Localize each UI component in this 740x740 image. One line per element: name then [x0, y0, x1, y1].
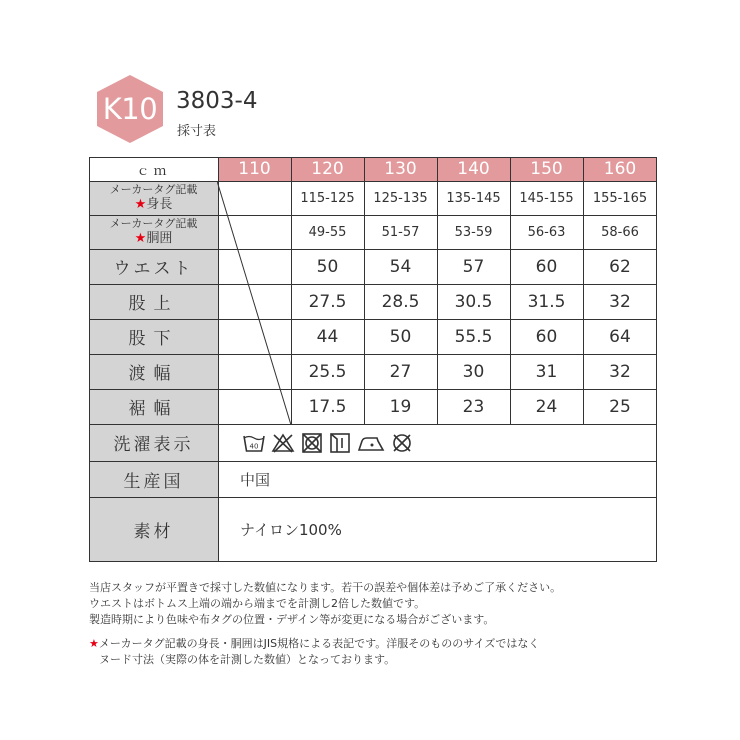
- care-label: 洗濯表示: [89, 424, 218, 461]
- value-cell: 54: [389, 256, 412, 277]
- row-divider: [89, 424, 657, 425]
- row-name: 胴囲: [146, 230, 173, 246]
- iron-low-icon: [357, 433, 385, 453]
- material-label: 素材: [89, 497, 218, 562]
- value-cell: 32: [609, 291, 631, 312]
- value-cell: 60: [535, 326, 558, 347]
- size-header-140: 140: [437, 157, 510, 181]
- girth-label: [89, 215, 218, 249]
- table-row: [89, 461, 657, 497]
- value-cell: 30: [462, 361, 485, 382]
- value-cell: 135-145: [446, 190, 501, 206]
- height-label: [89, 181, 218, 215]
- value-cell: 31: [535, 361, 558, 382]
- unit-header: ｃｍ: [89, 157, 218, 181]
- row-divider: [89, 354, 657, 355]
- note-line: ウエストはボトムス上端の端から端までを計測し2倍した数値です。: [89, 597, 426, 610]
- table-row: [89, 249, 657, 284]
- table-row: [89, 389, 657, 424]
- star-icon: ★: [89, 637, 99, 650]
- table-border-top: [89, 157, 657, 158]
- value-cell: 56-63: [527, 224, 566, 240]
- row-divider: [89, 215, 657, 216]
- value-cell: 53-59: [454, 224, 493, 240]
- table-border-bottom: [89, 561, 657, 562]
- note-line: 当店スタッフが平置きで採寸した数値になります。若干の誤差や個体差は予めご了承ください。: [89, 581, 562, 594]
- size-header-150: 150: [510, 157, 583, 181]
- column-divider: [437, 157, 438, 424]
- table-row: [89, 424, 657, 461]
- row-divider: [89, 389, 657, 390]
- table-row: [89, 284, 657, 319]
- table-border-right: [656, 157, 657, 562]
- value-cell: 64: [609, 326, 631, 347]
- waist-label: ウエスト: [89, 249, 218, 284]
- row-divider: [89, 181, 657, 182]
- value-cell: 25.5: [308, 361, 347, 382]
- column-divider: [291, 157, 292, 424]
- table-row: [89, 354, 657, 389]
- notes: [89, 580, 561, 668]
- row-divider: [89, 284, 657, 285]
- wash-40-icon: [243, 433, 265, 453]
- size-badge-label: K10: [102, 92, 158, 126]
- maker-tag-caption: メーカータグ記載: [109, 217, 198, 230]
- size-header-130: 130: [364, 157, 437, 181]
- inseam-label: 股下: [89, 319, 218, 354]
- note-line: 製造時期により色味や布タグの位置・デザイン等が変更になる場合がございます。: [89, 613, 495, 626]
- table-row: [89, 497, 657, 562]
- value-cell: 31.5: [527, 291, 566, 312]
- value-cell: 32: [609, 361, 631, 382]
- note-text: メーカータグ記載の身長・胴囲はJIS規格による表記です。洋服そのもののサイズではなく: [98, 637, 540, 650]
- size-table: [89, 157, 657, 562]
- care-icons: [218, 424, 657, 461]
- value-cell: 50: [389, 326, 412, 347]
- value-cell: 51-57: [381, 224, 420, 240]
- table-row: [89, 319, 657, 354]
- note-line: ヌード寸法（実際の体を計測した数値）となっております。: [99, 653, 396, 666]
- svg-text:40: 40: [249, 442, 259, 450]
- material-value: ナイロン100%: [240, 521, 342, 539]
- column-divider: [510, 157, 511, 424]
- size-header-120: 120: [291, 157, 364, 181]
- row-divider: [89, 249, 657, 250]
- table-row: [89, 215, 657, 249]
- value-cell: 25: [609, 396, 631, 417]
- value-cell: 60: [535, 256, 558, 277]
- value-cell: 27.5: [308, 291, 347, 312]
- table-header-row: [89, 157, 657, 181]
- rise-label: 股上: [89, 284, 218, 319]
- value-cell: 155-165: [592, 190, 648, 206]
- row-divider: [89, 461, 657, 462]
- value-cell: 55.5: [454, 326, 493, 347]
- column-divider: [364, 157, 365, 424]
- line-dry-icon: [329, 433, 351, 453]
- maker-tag-caption: メーカータグ記載: [109, 183, 198, 196]
- value-cell: 19: [389, 396, 412, 417]
- table-border-left: [89, 157, 90, 562]
- page-subtitle: 採寸表: [177, 124, 217, 139]
- value-cell: 44: [316, 326, 339, 347]
- star-icon: ★: [134, 230, 147, 246]
- table-row: [89, 181, 657, 215]
- value-cell: 30.5: [454, 291, 493, 312]
- value-cell: 50: [316, 256, 339, 277]
- size-header-110: 110: [218, 157, 291, 181]
- product-code: 3803-4: [176, 88, 258, 114]
- value-cell: 145-155: [519, 190, 574, 206]
- column-divider: [583, 157, 584, 424]
- row-divider: [89, 497, 657, 498]
- size-badge: [93, 74, 167, 144]
- thigh-width-label: 渡幅: [89, 354, 218, 389]
- value-cell: 23: [462, 396, 485, 417]
- value-cell: 62: [609, 256, 631, 277]
- value-cell: 58-66: [601, 224, 639, 240]
- size-header-160: 160: [583, 157, 657, 181]
- value-cell: 115-125: [300, 190, 355, 206]
- value-cell: 27: [389, 361, 412, 382]
- note-line: [89, 636, 561, 652]
- row-name: 身長: [146, 196, 173, 212]
- value-cell: 17.5: [308, 396, 347, 417]
- star-icon: ★: [134, 196, 147, 212]
- row-divider: [89, 319, 657, 320]
- value-cell: 49-55: [308, 224, 347, 240]
- origin-value: 中国: [240, 470, 271, 489]
- value-cell: 24: [535, 396, 558, 417]
- hem-width-label: 裾幅: [89, 389, 218, 424]
- no-dry-clean-icon: [391, 433, 413, 453]
- origin-label: 生産国: [89, 461, 218, 497]
- value-cell: 125-135: [373, 190, 428, 206]
- no-tumble-dry-icon: [301, 433, 323, 453]
- column-divider: [218, 157, 219, 562]
- value-cell: 57: [462, 256, 485, 277]
- value-cell: 28.5: [381, 291, 420, 312]
- no-bleach-icon: [271, 433, 295, 453]
